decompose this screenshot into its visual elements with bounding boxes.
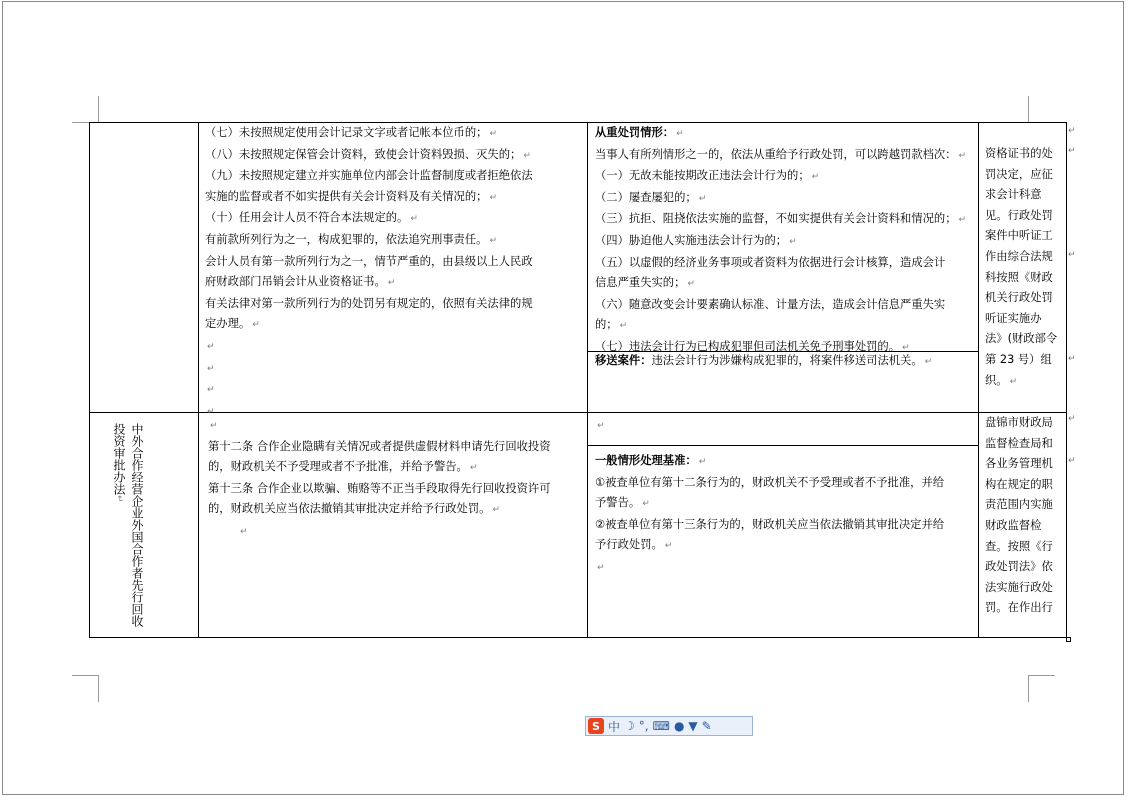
paragraph: 财政监督检 bbox=[985, 518, 1042, 532]
row1-case-transfer[interactable] bbox=[595, 351, 932, 373]
paragraph: 信息严重失实的； ↵ bbox=[595, 276, 695, 290]
paragraph: 资格证书的处 bbox=[985, 147, 1053, 160]
moon-icon[interactable]: ☽ bbox=[624, 719, 635, 733]
paragraph: ①被查单位有第十二条行为的，财政机关不予受理或者不予批准，并给 bbox=[595, 475, 945, 489]
row-end-mark: ↵ bbox=[1068, 250, 1076, 260]
row-end-mark: ↵ bbox=[1068, 354, 1076, 364]
paragraph: （十）任用会计人员不符合本法规定的。 ↵ bbox=[205, 211, 418, 225]
heading: 从重处罚情形： ↵ bbox=[595, 126, 684, 139]
empty-paragraph: ↵ bbox=[207, 363, 215, 374]
paragraph: （二）屡查屡犯的； ↵ bbox=[595, 190, 707, 204]
table-resize-handle[interactable] bbox=[1066, 637, 1071, 642]
row-end-mark: ↵ bbox=[1068, 126, 1076, 136]
paragraph: 府财政部门吊销会计从业资格证书。 ↵ bbox=[205, 275, 396, 289]
paragraph: 罚决定，应征 bbox=[985, 167, 1053, 181]
paragraph: 作由综合法规 bbox=[985, 249, 1053, 263]
paragraph: 查。按照《行 bbox=[985, 539, 1053, 553]
crop-mark-bottom-left bbox=[72, 675, 99, 702]
sogou-logo-icon[interactable]: S bbox=[588, 718, 604, 734]
subcell-divider bbox=[587, 445, 978, 446]
paragraph: 的； ↵ bbox=[595, 318, 628, 332]
empty-paragraph: ↵ bbox=[207, 385, 215, 396]
paragraph: 法实施行政处 bbox=[985, 580, 1053, 594]
empty-paragraph: ↵ bbox=[597, 421, 605, 431]
column-divider bbox=[587, 123, 588, 637]
document-table bbox=[89, 122, 1067, 638]
row-end-mark: ↵ bbox=[1068, 146, 1076, 156]
row1-procedure-notes[interactable] bbox=[985, 144, 1057, 392]
paragraph: （三）抗拒、阻挠依法实施的监督，不如实提供有关会计资料和情况的； ↵ bbox=[595, 212, 967, 226]
paragraph: 各业务管理机 bbox=[985, 457, 1053, 471]
row-end-mark: ↵ bbox=[1068, 456, 1076, 466]
paragraph: 第 23 号）组 bbox=[985, 352, 1052, 366]
wrench-icon[interactable]: ✎ bbox=[701, 719, 712, 733]
paragraph: （七）未按照规定使用会计记录文字或者记帐本位币的； ↵ bbox=[205, 126, 497, 139]
crop-mark-top-right bbox=[1028, 96, 1055, 123]
paragraph: 会计人员有第一款所列行为之一，情节严重的，由县级以上人民政 bbox=[205, 254, 533, 268]
column-divider bbox=[198, 123, 199, 637]
paragraph: 第十三条 合作企业以欺骗、贿赂等不正当手段取得先行回收投资许可 bbox=[208, 481, 551, 495]
empty-paragraph: ↵ bbox=[240, 526, 248, 537]
crop-mark-bottom-right bbox=[1028, 675, 1055, 702]
paragraph: 听证实施办 bbox=[985, 311, 1042, 325]
skin-shirt-icon[interactable]: ▼ bbox=[688, 719, 698, 733]
paragraph: 案件中听证工 bbox=[985, 229, 1053, 243]
paragraph: 予行政处罚。 ↵ bbox=[595, 538, 673, 552]
paragraph: 罚。在作出行 bbox=[985, 601, 1053, 615]
paragraph: （八）未按照规定保管会计资料，致使会计资料毁损、灭失的； ↵ bbox=[205, 147, 531, 161]
paragraph: （五）以虚假的经济业务事项或者资料为依据进行会计核算，造成会计 bbox=[595, 255, 946, 269]
empty-paragraph: ↵ bbox=[207, 406, 215, 417]
row-end-mark: ↵ bbox=[1068, 414, 1076, 424]
paragraph: 有前款所列行为之一，构成犯罪的，依法追究刑事责任。 ↵ bbox=[205, 232, 497, 246]
column-divider bbox=[978, 123, 979, 637]
paragraph: （九）未按照规定建立并实施单位内部会计监督制度或者拒绝依法 bbox=[205, 169, 533, 183]
row1-aggravated-circumstances[interactable] bbox=[595, 123, 966, 359]
input-mode-toggle[interactable]: 中 bbox=[608, 719, 621, 734]
paragraph: 的，财政机关不予受理或者不予批准，并给予警告。 ↵ bbox=[208, 460, 478, 474]
empty-paragraph: ↵ bbox=[597, 562, 605, 573]
row2-general-circumstances[interactable] bbox=[595, 451, 944, 579]
paragraph: 科按照《财政 bbox=[985, 270, 1053, 284]
paragraph: 第十二条 合作企业隐瞒有关情况或者提供虚假材料申请先行回收投资 bbox=[208, 439, 551, 453]
paragraph: 构在规定的职 bbox=[985, 477, 1053, 491]
paragraph: 定办理。 ↵ bbox=[205, 317, 260, 331]
row2-procedure-notes[interactable] bbox=[985, 413, 1053, 619]
paragraph: 求会计科意 bbox=[985, 188, 1042, 202]
paragraph: 机关行政处罚 bbox=[985, 291, 1053, 305]
row1-legal-provisions[interactable] bbox=[205, 123, 533, 422]
paragraph: （六）随意改变会计要素确认标准、计量方法，造成会计信息严重失实 bbox=[595, 297, 946, 311]
row2-empty-top[interactable] bbox=[595, 415, 605, 437]
heading: 一般情形处理基准： ↵ bbox=[595, 454, 707, 467]
paragraph: 监督检查局和 bbox=[985, 436, 1053, 450]
paragraph: 见。行政处罚 bbox=[985, 208, 1053, 222]
paragraph: 实施的监督或者不如实提供有关会计资料及有关情况的； ↵ bbox=[205, 189, 497, 203]
crop-mark-top-left bbox=[72, 96, 99, 123]
paragraph: 法》(财政部令 bbox=[985, 332, 1058, 346]
regulation-title[interactable]: 中外合作经营企业外国合作者先行回收投资审批办法↵ bbox=[112, 423, 144, 627]
paragraph: 当事人有所列情形之一的，依法从重给予行政处罚，可以跨越罚款档次： ↵ bbox=[595, 147, 967, 161]
ime-toolbar[interactable] bbox=[585, 716, 753, 736]
paragraph: （一）无故未能按期改正违法会计行为的； ↵ bbox=[595, 169, 820, 183]
paragraph: （七）违法会计行为已构成犯罪但司法机关免予刑事处罚的。 ↵ bbox=[595, 339, 910, 353]
empty-paragraph: ↵ bbox=[210, 421, 218, 431]
paragraph: 责范围内实施 bbox=[985, 498, 1053, 512]
paragraph: 的，财政机关应当依法撤销其审批决定并给予行政处罚。 ↵ bbox=[208, 502, 500, 516]
paragraph: （四）胁迫他人实施违法会计行为的； ↵ bbox=[595, 233, 797, 247]
paragraph: 予警告。 ↵ bbox=[595, 496, 650, 510]
user-icon[interactable]: ● bbox=[673, 719, 685, 733]
keyboard-icon[interactable]: ⌨ bbox=[652, 719, 670, 733]
paragraph: 织。 ↵ bbox=[985, 373, 1018, 387]
paragraph: ②被查单位有第十三条行为的，财政机关应当依法撤销其审批决定并给 bbox=[595, 517, 945, 531]
paragraph: 移送案件：违法会计行为涉嫌构成犯罪的，将案件移送司法机关。 ↵ bbox=[595, 354, 933, 367]
paragraph: 盘锦市财政局 bbox=[985, 416, 1053, 429]
empty-paragraph: ↵ bbox=[207, 341, 215, 352]
paragraph: 有关法律对第一款所列行为的处罚另有规定的，依照有关法律的规 bbox=[205, 296, 533, 310]
row2-legal-provisions[interactable] bbox=[208, 415, 551, 543]
punctuation-icon[interactable]: °, bbox=[638, 719, 649, 733]
paragraph: 政处罚法》依 bbox=[985, 560, 1053, 574]
